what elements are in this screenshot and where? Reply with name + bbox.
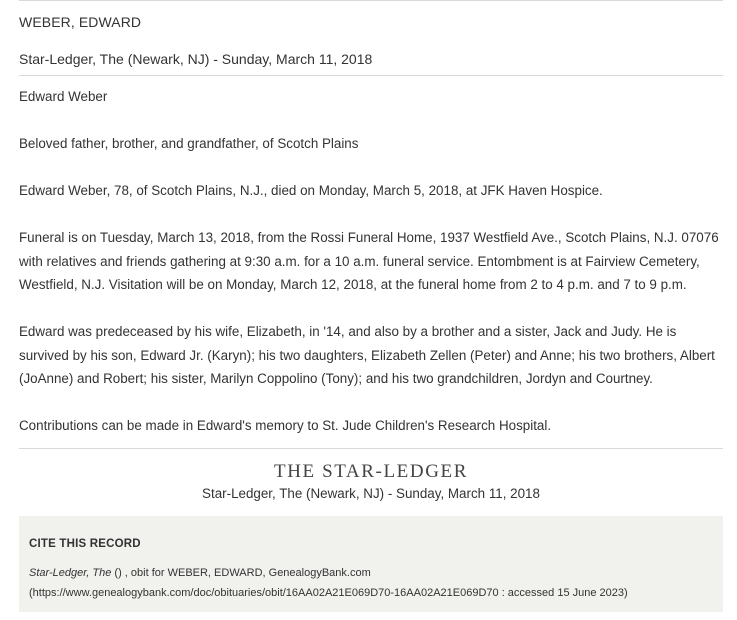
citation-text	[29, 563, 713, 603]
cite-record-box	[19, 516, 723, 612]
newspaper-masthead: THE STAR-LEDGER	[274, 461, 468, 482]
citation-publication: Star-Ledger, The	[29, 567, 112, 579]
record-title: WEBER, EDWARD	[19, 14, 142, 30]
cite-heading: CITE THIS RECORD	[29, 538, 141, 550]
divider	[19, 448, 723, 449]
obituary-paragraph: Edward Weber	[19, 89, 108, 104]
divider	[19, 75, 723, 76]
obituary-paragraph: Funeral is on Tuesday, March 13, 2018, from the Rossi Funeral Home, 1937 Westfield Ave., Scotch Plains, N.J. 07076 with relatives and friends gathering at 9:30 a.m. for a 10 a.m. funeral service. Entombment is at Fairview Cemetery, Westfield, N.J. Visitation will be on Monday, March 12, 2018, at the funeral home from 2 to 4 p.m. and 7 to 9 p.m.	[19, 230, 719, 292]
obituary-paragraph: Edward Weber, 78, of Scotch Plains, N.J., died on Monday, March 5, 2018, at JFK Haven Hospice.	[19, 183, 603, 198]
obituary-paragraph: Beloved father, brother, and grandfather, of Scotch Plains	[19, 136, 359, 151]
top-divider	[19, 0, 723, 1]
publication-source: Star-Ledger, The (Newark, NJ) - Sunday, March 11, 2018	[202, 486, 540, 501]
obituary-text	[19, 85, 723, 461]
record-source: Star-Ledger, The (Newark, NJ) - Sunday, March 11, 2018	[19, 51, 373, 67]
obituary-paragraph: Edward was predeceased by his wife, Elizabeth, in '14, and also by a brother and a sister, Jack and Judy. He is survived by his son, Edward Jr. (Karyn); his two daughters, Elizabeth Zellen (Peter) and Anne; his two brothers, Albert (JoAnne) and Robert; his sister, Marilyn Coppolino (Tony); and his two grandchildren, Jordyn and Courtney.	[19, 324, 715, 386]
citation-body: () , obit for WEBER, EDWARD, GenealogyBank.com (https://www.genealogybank.com/doc/obituaries/obit/16AA02A21E069D70-16AA02A21E069D70 : accessed 15 June 2023)	[29, 567, 628, 599]
obituary-paragraph: Contributions can be made in Edward's memory to St. Jude Children's Research Hospital.	[19, 418, 552, 433]
